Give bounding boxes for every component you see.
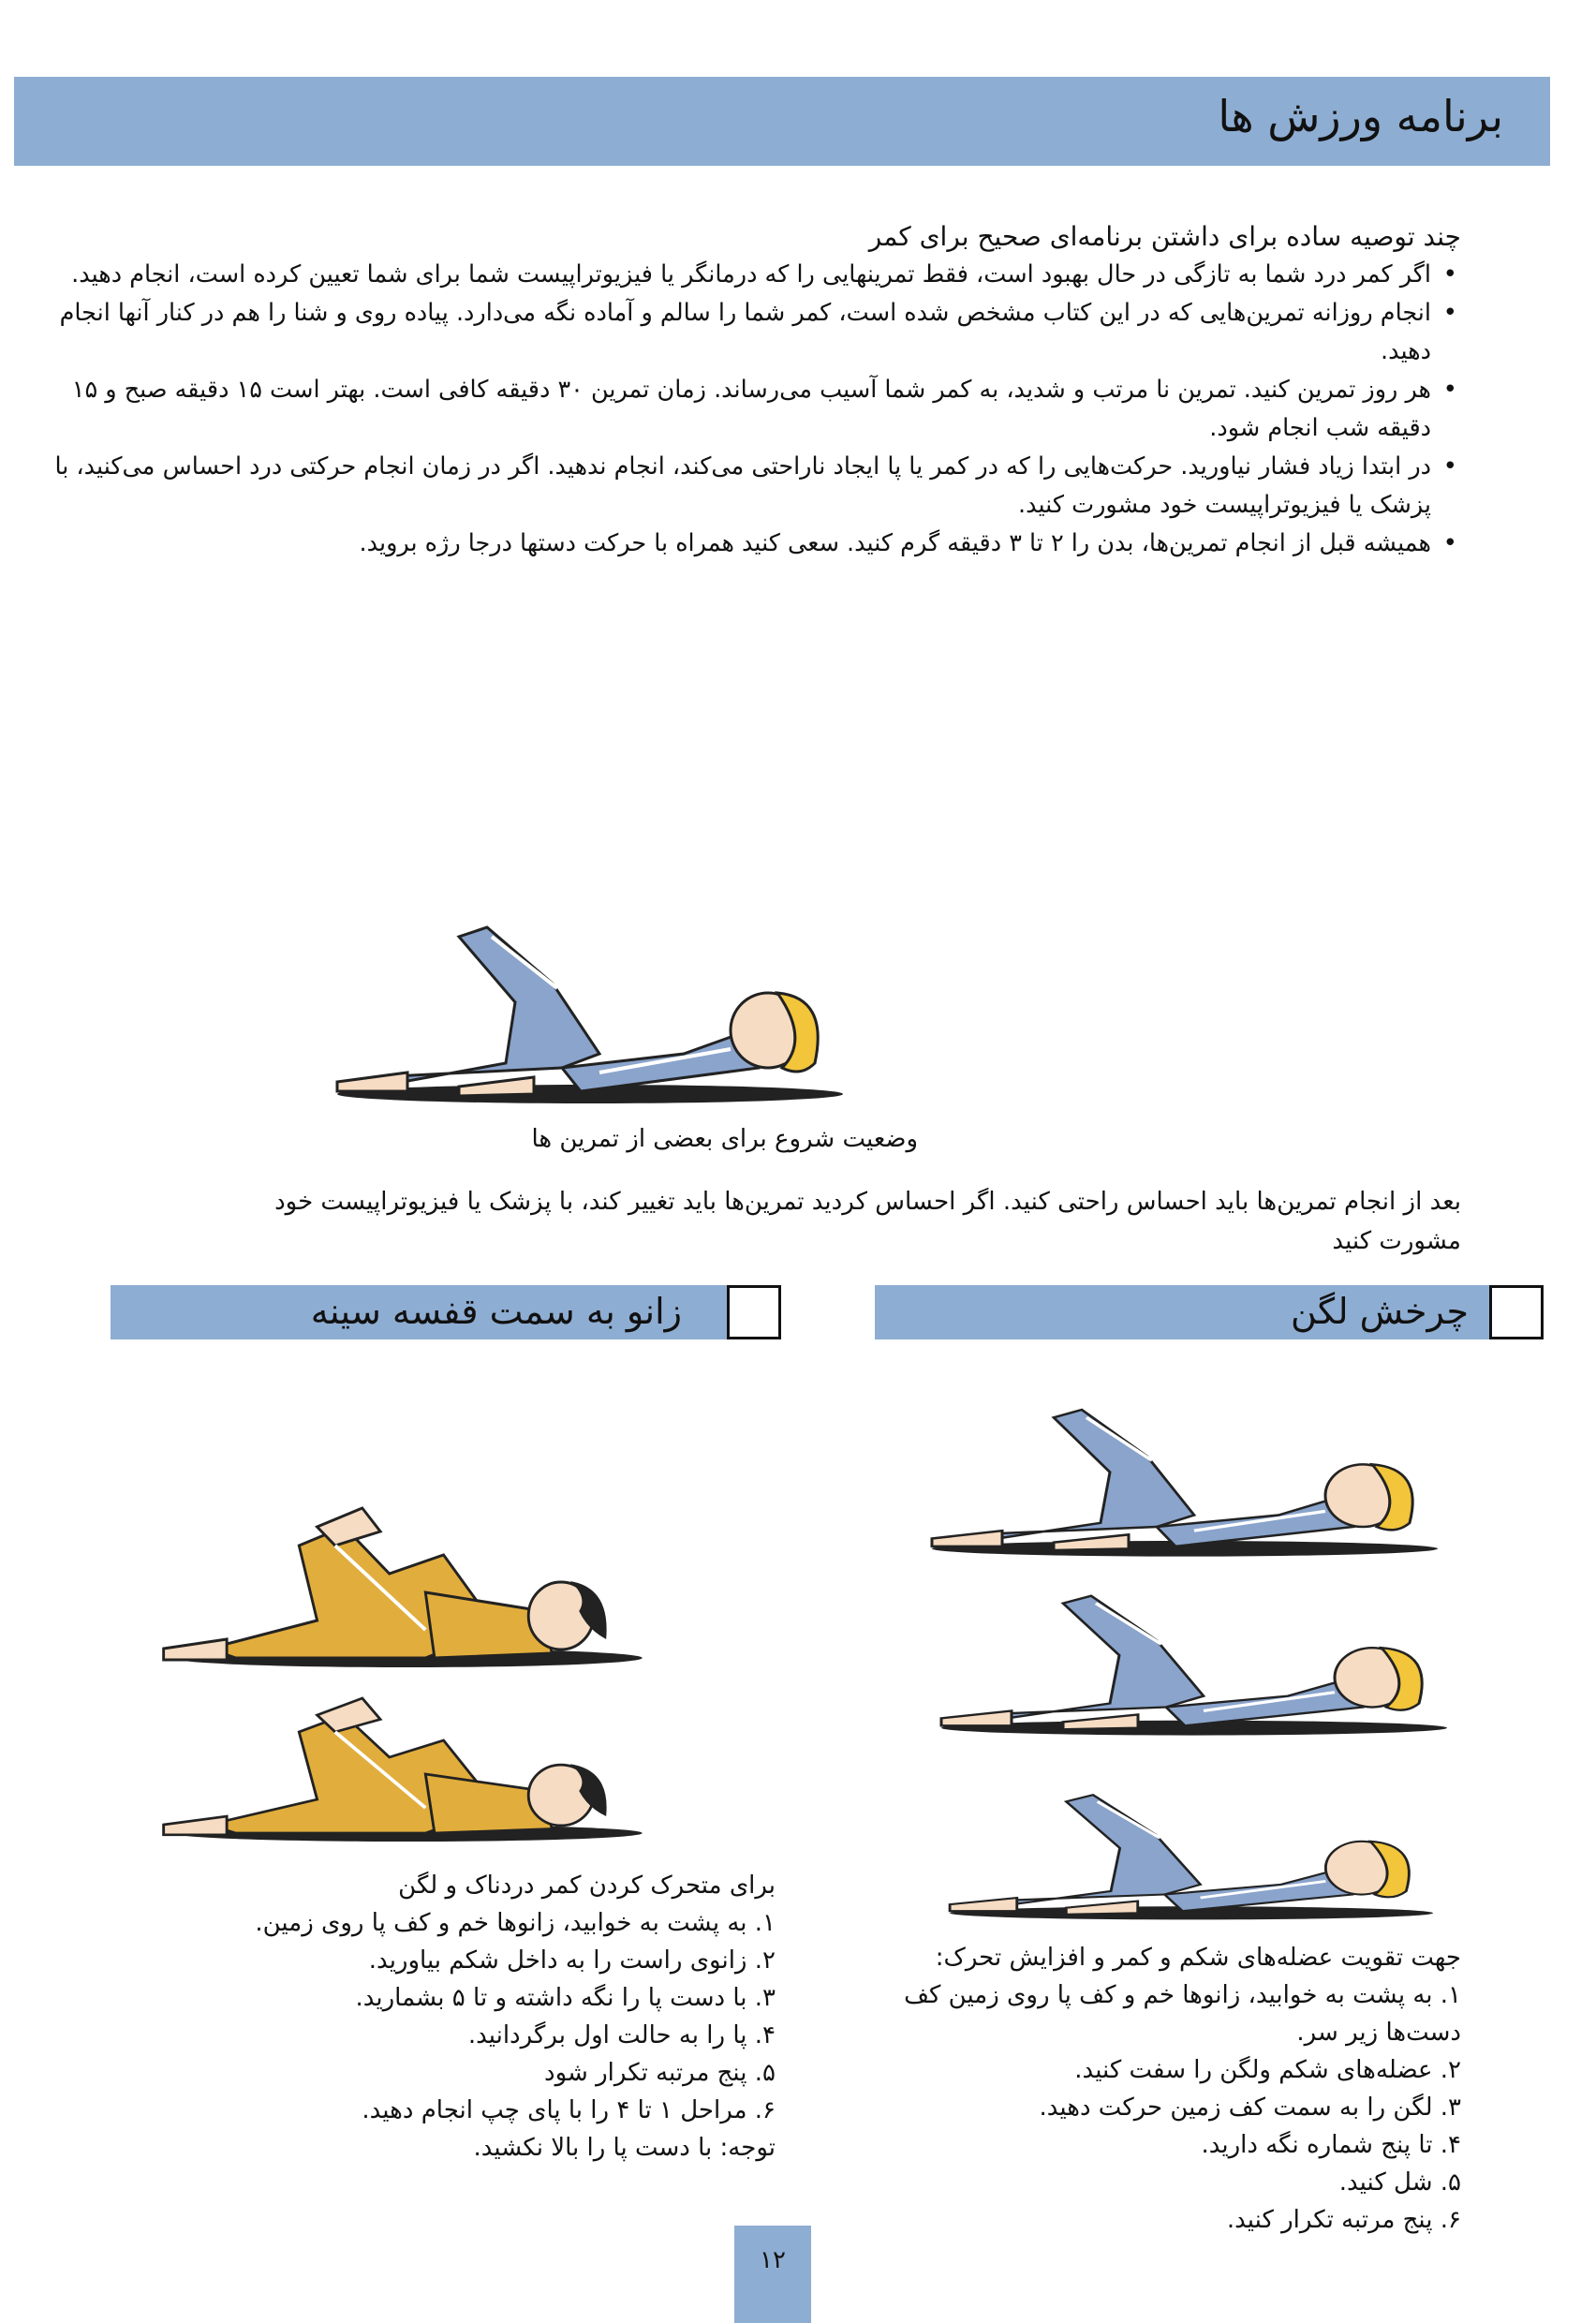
tip-item: • همیشه قبل از انجام تمرین‌ها، بدن را ۲ تا ۳ دقیقه گرم کنید. سعی کنید همراه با حرکت دستها درجا رژه بروید. — [28, 525, 1461, 563]
step-item: ۶. پنج مرتبه تکرار کنید. — [1226, 2206, 1461, 2234]
tip-item: • هر روز تمرین کنید. تمرین نا مرتب و شدید، به کمر شما آسیب می‌رساند. زمان تمرین ۳۰ دقیقه کافی است. بهتر است ۱۵ دقیقه صبح و ۱۵ دقیقه شب انجام شود. — [28, 371, 1461, 448]
pelvic-tilt-steps — [880, 1939, 1461, 2239]
knee-to-chest-steps — [195, 1867, 776, 2167]
tips-title: چند توصیه ساده برای داشتن برنامه‌ای صحیح برای کمر — [868, 221, 1461, 252]
tip-item: • انجام روزانه تمرین‌هایی که در این کتاب مشخص شده است، کمر شما را سالم و آماده نگه می‌دارد. پیاده روی و شنا را هم در کنار آنها انجام دهید. — [28, 294, 1461, 371]
knee-to-chest-title: زانو به سمت قفسه سینه — [310, 1291, 682, 1332]
pelvic-tilt-illustration-2 — [923, 1574, 1447, 1752]
tips-list — [28, 256, 1461, 563]
step-item: ۴. پا را به حالت اول برگردانید. — [467, 2021, 776, 2049]
page-number: ۱۲ — [734, 2226, 811, 2323]
knee-to-chest-illustration-1 — [155, 1489, 660, 1677]
step-item: ۲. عضله‌های شکم ولگن را سفت کنید. — [1074, 2056, 1461, 2084]
step-item: ۵. پنج مرتبه تکرار شود — [544, 2059, 776, 2087]
step-item: ۵. شل کنید. — [1338, 2168, 1461, 2197]
start-position-caption: وضعیت شروع برای بعضی از تمرین ها — [531, 1125, 918, 1153]
step-item: ۳. لگن را به سمت کف زمین حرکت دهید. — [1039, 2094, 1461, 2122]
step-item: ۴. تا پنج شماره نگه دارید. — [1201, 2131, 1461, 2159]
step-item: ۳. با دست پا را نگه داشته و تا ۵ بشمارید. — [355, 1984, 776, 2012]
tip-item: • اگر کمر درد شما به تازگی در حال بهبود است، فقط تمرینهایی را که درمانگر یا فیزیوتراپیست شما برای شما تعیین کرده است، انجام دهید. — [28, 256, 1461, 294]
pelvic-tilt-intro: جهت تقویت عضله‌های شکم و کمر و افزایش تحرک: — [935, 1944, 1461, 1972]
pelvic-tilt-title: چرخش لگن — [1291, 1291, 1469, 1332]
knee-to-chest-checkbox[interactable] — [727, 1285, 781, 1339]
page-header-bar — [14, 77, 1550, 166]
knee-to-chest-step-list — [195, 1904, 776, 2167]
pelvic-tilt-header-bar — [875, 1285, 1489, 1339]
note-paragraph: بعد از انجام تمرین‌ها باید احساس راحتی کنید. اگر احساس کردید تمرین‌ها باید تغییر کند، با پزشک یا فیزیوتراپیست خود مشورت کنید — [274, 1188, 1461, 1255]
knee-to-chest-header-bar — [111, 1285, 727, 1339]
page-title: برنامه ورزش ها — [1218, 91, 1503, 141]
step-item: ۶. مراحل ۱ تا ۴ را با پای چپ انجام دهید. — [362, 2096, 776, 2124]
step-item: توجه: با دست پا را بالا نکشید. — [473, 2134, 776, 2162]
knee-to-chest-illustration-2 — [155, 1681, 660, 1850]
step-item: ۱. به پشت به خوابید، زانوها خم و کف پا روی زمین کف دست‌ها زیر سر. — [904, 1981, 1461, 2047]
pelvic-tilt-illustration-1 — [913, 1386, 1438, 1574]
start-position-illustration — [318, 899, 843, 1124]
pelvic-tilt-checkbox[interactable] — [1489, 1285, 1544, 1339]
step-item: ۱. به پشت به خوابید، زانوها خم و کف پا روی زمین. — [255, 1909, 776, 1937]
pelvic-tilt-illustration-3 — [932, 1775, 1433, 1934]
knee-to-chest-intro: برای متحرک کردن کمر دردناک و لگن — [398, 1872, 776, 1900]
tip-item: • در ابتدا زیاد فشار نیاورید. حرکت‌هایی را که در کمر یا پا ایجاد ناراحتی می‌کند، انجام ندهید. اگر در زمان انجام حرکتی درد احساس می‌کنید، با پزشک یا فیزیوتراپیست خود مشورت کنید. — [28, 448, 1461, 525]
pelvic-tilt-step-list — [880, 1976, 1461, 2239]
tips-section — [28, 217, 1461, 563]
step-item: ۲. زانوی راست را به داخل شکم بیاورید. — [368, 1946, 776, 1975]
